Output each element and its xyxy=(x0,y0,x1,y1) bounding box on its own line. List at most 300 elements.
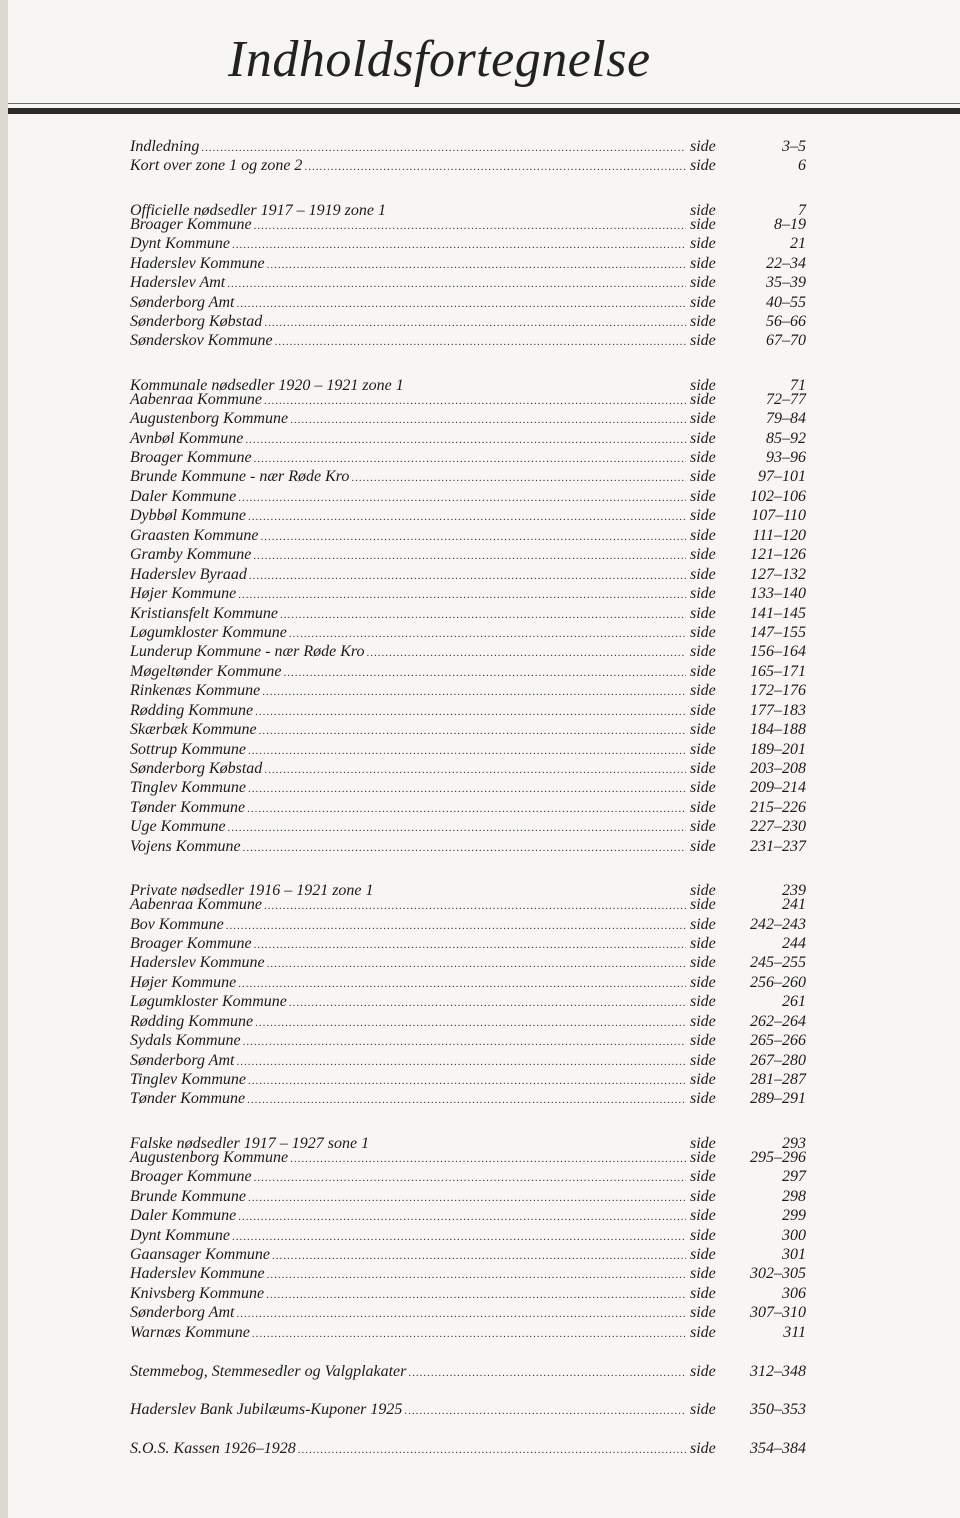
side-label: side xyxy=(690,390,716,408)
toc-entry xyxy=(130,895,810,914)
entry-title: Højer Kommune xyxy=(130,585,237,603)
entry-title: Dybbøl Kommune xyxy=(130,507,246,525)
toc-entry xyxy=(130,1284,810,1303)
dot-leader xyxy=(304,156,686,175)
page-range: 256–260 xyxy=(750,973,806,991)
page-range: 265–266 xyxy=(750,1032,806,1050)
page-range: 21 xyxy=(790,235,806,253)
dot-leader xyxy=(289,992,686,1011)
side-label: side xyxy=(690,643,716,661)
dot-leader xyxy=(253,545,686,564)
entry-title: Stemmebog, Stemmesedler og Valgplakater xyxy=(130,1362,407,1380)
entry-title: Tønder Kommune xyxy=(130,1090,246,1108)
page-range: 241 xyxy=(782,896,806,914)
page-range: 301 xyxy=(782,1245,806,1263)
side-label: side xyxy=(690,376,716,394)
entry-title: Vojens Kommune xyxy=(130,837,241,855)
entry-title: Højer Kommune xyxy=(130,973,237,991)
section-gap xyxy=(130,1342,810,1361)
entry-title: Sønderskov Kommune xyxy=(130,332,273,350)
side-label: side xyxy=(690,954,716,972)
entry-title: Avnbøl Kommune xyxy=(130,429,244,447)
page-range: 295–296 xyxy=(750,1148,806,1166)
side-label: side xyxy=(690,662,716,680)
dot-leader xyxy=(247,798,686,817)
dot-leader xyxy=(248,506,686,525)
entry-title: Broager Kommune xyxy=(130,934,252,952)
section-gap xyxy=(130,856,810,875)
entry-title: Dynt Kommune xyxy=(130,235,230,253)
dot-leader xyxy=(254,215,686,234)
side-label: side xyxy=(690,546,716,564)
side-label: side xyxy=(690,332,716,350)
dot-leader xyxy=(290,409,686,428)
toc-entry xyxy=(130,1400,810,1419)
section-gap xyxy=(130,1381,810,1400)
side-label: side xyxy=(690,138,716,155)
side-label: side xyxy=(690,507,716,525)
toc-entry xyxy=(130,778,810,797)
page-range: 85–92 xyxy=(766,429,806,447)
side-label: side xyxy=(690,449,716,466)
side-label: side xyxy=(690,1226,716,1244)
page-range: 239 xyxy=(782,882,806,900)
toc-entry xyxy=(130,973,810,992)
toc-entry xyxy=(130,876,810,900)
page-range: 67–70 xyxy=(766,332,806,350)
page-range: 22–34 xyxy=(766,254,806,272)
toc-entry xyxy=(130,1303,810,1322)
page-range: 121–126 xyxy=(750,546,806,564)
page-range: 227–230 xyxy=(750,818,806,836)
entry-title: Officielle nødsedler 1917 – 1919 zone 1 xyxy=(130,201,386,219)
dot-leader xyxy=(243,1031,686,1050)
side-label: side xyxy=(690,721,716,739)
dot-leader xyxy=(404,1400,686,1419)
page-range: 350–353 xyxy=(750,1401,806,1419)
entry-title: Haderslev Byraad xyxy=(130,565,247,583)
side-label: side xyxy=(690,585,716,603)
toc-section xyxy=(130,876,810,1109)
side-label: side xyxy=(690,1032,716,1050)
entry-title: S.O.S. Kassen 1926–1928 xyxy=(130,1440,296,1458)
toc-section xyxy=(130,1400,810,1419)
side-label: side xyxy=(690,293,716,311)
page-range: 56–66 xyxy=(766,312,806,330)
entry-title: Rødding Kommune xyxy=(130,701,254,719)
entry-title: Haderslev Kommune xyxy=(130,254,265,272)
side-label: side xyxy=(690,429,716,447)
section-gap xyxy=(130,1109,810,1128)
page-range: 302–305 xyxy=(750,1265,806,1283)
title-rule-thin xyxy=(8,103,960,104)
dot-leader xyxy=(367,642,686,661)
entry-title: Tinglev Kommune xyxy=(130,779,246,797)
toc-entry xyxy=(130,934,810,953)
page-left-edge xyxy=(0,0,8,1518)
entry-title: Kort over zone 1 og zone 2 xyxy=(130,157,303,175)
dot-leader xyxy=(248,778,686,797)
toc-entry xyxy=(130,506,810,525)
entry-title: Kommunale nødsedler 1920 – 1921 zone 1 xyxy=(130,376,404,394)
toc-entry xyxy=(130,1128,810,1152)
side-label: side xyxy=(690,882,716,900)
page-range: 177–183 xyxy=(750,701,806,719)
page-range: 156–164 xyxy=(750,643,806,661)
page-range: 172–176 xyxy=(750,682,806,700)
dot-leader xyxy=(272,1245,686,1264)
toc-entry xyxy=(130,837,810,856)
dot-leader xyxy=(267,1264,686,1283)
dot-leader xyxy=(408,1362,686,1381)
toc-entry xyxy=(130,390,810,409)
toc-entry xyxy=(130,584,810,603)
side-label: side xyxy=(690,1168,716,1186)
toc-section xyxy=(130,1128,810,1342)
entry-title: Uge Kommune xyxy=(130,818,226,836)
entry-title: Skærbæk Kommune xyxy=(130,721,257,739)
entry-title: Lunderup Kommune - nær Røde Kro xyxy=(130,643,365,661)
side-label: side xyxy=(690,798,716,816)
entry-title: Sønderborg Amt xyxy=(130,1304,235,1322)
page-range: 133–140 xyxy=(750,585,806,603)
side-label: side xyxy=(690,1090,716,1108)
dot-leader xyxy=(254,448,686,467)
toc-entry xyxy=(130,429,810,448)
section-gap xyxy=(130,1420,810,1439)
page-range: 262–264 xyxy=(750,1012,806,1030)
entry-title: Sønderborg Købstad xyxy=(130,760,263,777)
side-label: side xyxy=(690,468,716,486)
toc-entry xyxy=(130,604,810,623)
page-range: 231–237 xyxy=(750,837,806,855)
side-label: side xyxy=(690,1440,716,1458)
page-title: Indholdsfortegnelse xyxy=(228,31,651,88)
entry-title: Brunde Kommune - nær Røde Kro xyxy=(130,468,350,486)
side-label: side xyxy=(690,157,716,175)
page-range: 71 xyxy=(790,376,806,394)
entry-title: Daler Kommune xyxy=(130,487,237,505)
page-range: 189–201 xyxy=(750,740,806,758)
side-label: side xyxy=(690,487,716,505)
toc-entry xyxy=(130,701,810,720)
dot-leader xyxy=(264,312,686,331)
toc-entry xyxy=(130,254,810,273)
toc-entry xyxy=(130,915,810,934)
entry-title: Aabenraa Kommune xyxy=(130,896,262,914)
side-label: side xyxy=(690,682,716,700)
dot-leader xyxy=(236,293,686,312)
dot-leader xyxy=(238,487,686,506)
toc-entry xyxy=(130,642,810,661)
toc-entry xyxy=(130,215,810,234)
dot-leader xyxy=(406,370,686,389)
toc-section xyxy=(130,195,810,351)
dot-leader xyxy=(227,273,686,292)
entry-title: Løgumkloster Kommune xyxy=(130,993,287,1011)
toc-entry xyxy=(130,1439,810,1458)
entry-title: Tønder Kommune xyxy=(130,798,246,816)
toc-entry xyxy=(130,331,810,350)
dot-leader xyxy=(255,1012,686,1031)
page-range: 203–208 xyxy=(750,760,806,777)
page-range: 97–101 xyxy=(758,468,806,486)
page-range: 40–55 xyxy=(766,293,806,311)
toc-entry xyxy=(130,370,810,394)
page-range: 147–155 xyxy=(750,623,806,641)
entry-title: Haderslev Kommune xyxy=(130,1265,265,1283)
toc-entry xyxy=(130,1187,810,1206)
dot-leader xyxy=(238,973,686,992)
page-range: 102–106 xyxy=(750,487,806,505)
page-range: 245–255 xyxy=(750,954,806,972)
toc-entry xyxy=(130,1089,810,1108)
entry-title: Løgumkloster Kommune xyxy=(130,623,287,641)
side-label: side xyxy=(690,740,716,758)
toc-entry xyxy=(130,273,810,292)
page-range: 307–310 xyxy=(750,1304,806,1322)
entry-title: Private nødsedler 1916 – 1921 zone 1 xyxy=(130,882,374,900)
dot-leader xyxy=(290,1148,686,1167)
dot-leader xyxy=(238,584,686,603)
dot-leader xyxy=(201,137,686,156)
entry-title: Warnæs Kommune xyxy=(130,1323,250,1341)
dot-leader xyxy=(255,701,686,720)
dot-leader xyxy=(275,331,686,350)
entry-title: Aabenraa Kommune xyxy=(130,390,262,408)
page-range: 209–214 xyxy=(750,779,806,797)
dot-leader xyxy=(238,1206,686,1225)
side-label: side xyxy=(690,254,716,272)
section-gap xyxy=(130,351,810,370)
toc-entry xyxy=(130,720,810,739)
page-range: 6 xyxy=(798,157,806,175)
dot-leader xyxy=(289,623,686,642)
page-range: 141–145 xyxy=(750,604,806,622)
dot-leader xyxy=(280,604,686,623)
dot-leader xyxy=(232,234,686,253)
entry-title: Augustenborg Kommune xyxy=(130,1148,289,1166)
toc-entry xyxy=(130,623,810,642)
page-range: 3–5 xyxy=(782,138,806,155)
entry-title: Dynt Kommune xyxy=(130,1226,230,1244)
page-range: 184–188 xyxy=(750,721,806,739)
entry-title: Brunde Kommune xyxy=(130,1187,246,1205)
page-range: 298 xyxy=(782,1187,806,1205)
page-range: 215–226 xyxy=(750,798,806,816)
toc-entry xyxy=(130,195,810,219)
side-label: side xyxy=(690,201,716,219)
side-label: side xyxy=(690,1051,716,1069)
toc-entry xyxy=(130,1031,810,1050)
entry-title: Tinglev Kommune xyxy=(130,1071,246,1088)
toc-entry xyxy=(130,1323,810,1342)
toc-entry xyxy=(130,992,810,1011)
toc-entry xyxy=(130,681,810,700)
toc-entry xyxy=(130,1051,810,1070)
toc-entry xyxy=(130,565,810,584)
toc-entry xyxy=(130,487,810,506)
page-range: 127–132 xyxy=(750,565,806,583)
toc-entry xyxy=(130,1148,810,1167)
toc-entry xyxy=(130,1070,810,1089)
toc-entry xyxy=(130,1012,810,1031)
side-label: side xyxy=(690,1071,716,1088)
side-label: side xyxy=(690,1012,716,1030)
side-label: side xyxy=(690,1304,716,1322)
side-label: side xyxy=(690,1362,716,1380)
dot-leader xyxy=(248,740,686,759)
side-label: side xyxy=(690,701,716,719)
side-label: side xyxy=(690,604,716,622)
page-range: 107–110 xyxy=(751,507,806,525)
dot-leader xyxy=(254,1167,686,1186)
entry-title: Gramby Kommune xyxy=(130,546,252,564)
dot-leader xyxy=(264,759,686,778)
dot-leader xyxy=(388,195,686,214)
entry-title: Rødding Kommune xyxy=(130,1012,254,1030)
dot-leader xyxy=(267,953,686,972)
page-range: 72–77 xyxy=(766,390,806,408)
page-range: 267–280 xyxy=(750,1051,806,1069)
entry-title: Rinkenæs Kommune xyxy=(130,682,261,700)
toc-entry xyxy=(130,759,810,778)
dot-leader xyxy=(248,1070,686,1089)
page-range: 79–84 xyxy=(766,410,806,428)
page-range: 165–171 xyxy=(750,662,806,680)
toc-entry xyxy=(130,798,810,817)
page-range: 261 xyxy=(782,993,806,1011)
dot-leader xyxy=(245,429,686,448)
side-label: side xyxy=(690,1187,716,1205)
dot-leader xyxy=(236,1303,686,1322)
entry-title: Broager Kommune xyxy=(130,215,252,233)
page-range: 111–120 xyxy=(752,526,806,544)
toc-entry xyxy=(130,137,810,156)
entry-title: Haderslev Kommune xyxy=(130,954,265,972)
toc-entry xyxy=(130,448,810,467)
toc-entry xyxy=(130,817,810,836)
side-label: side xyxy=(690,1148,716,1166)
side-label: side xyxy=(690,565,716,583)
entry-title: Knivsberg Kommune xyxy=(130,1284,265,1302)
dot-leader xyxy=(248,1187,686,1206)
dot-leader xyxy=(252,1323,686,1342)
toc-entry xyxy=(130,662,810,681)
side-label: side xyxy=(690,934,716,952)
entry-title: Daler Kommune xyxy=(130,1207,237,1225)
entry-title: Falske nødsedler 1917 – 1927 sone 1 xyxy=(130,1134,370,1152)
side-label: side xyxy=(690,1323,716,1341)
dot-leader xyxy=(264,390,686,409)
dot-leader xyxy=(247,1089,686,1108)
entry-title: Møgeltønder Kommune xyxy=(130,662,282,680)
side-label: side xyxy=(690,760,716,777)
side-label: side xyxy=(690,623,716,641)
toc-entry xyxy=(130,467,810,486)
entry-title: Bov Kommune xyxy=(130,915,224,933)
toc-section xyxy=(130,137,810,176)
entry-title: Haderslev Bank Jubilæums-Kuponer 1925 xyxy=(130,1401,403,1419)
entry-title: Sønderborg Amt xyxy=(130,1051,235,1069)
entry-title: Gaansager Kommune xyxy=(130,1245,270,1263)
toc-entry xyxy=(130,740,810,759)
entry-title: Sønderborg Amt xyxy=(130,293,235,311)
dot-leader xyxy=(371,1128,686,1147)
dot-leader xyxy=(226,915,686,934)
page-range: 300 xyxy=(782,1226,806,1244)
dot-leader xyxy=(351,467,686,486)
dot-leader xyxy=(264,895,686,914)
dot-leader xyxy=(228,817,686,836)
toc-entry xyxy=(130,1245,810,1264)
dot-leader xyxy=(284,662,686,681)
entry-title: Indledning xyxy=(130,138,200,155)
title-rule-thick xyxy=(8,108,960,114)
side-label: side xyxy=(690,312,716,330)
dot-leader xyxy=(267,254,686,273)
dot-leader xyxy=(236,1051,686,1070)
dot-leader xyxy=(232,1226,686,1245)
entry-title: Sønderborg Købstad xyxy=(130,312,263,330)
toc-section xyxy=(130,1439,810,1458)
side-label: side xyxy=(690,1245,716,1263)
toc-entry xyxy=(130,545,810,564)
toc-section xyxy=(130,1362,810,1381)
page-range: 354–384 xyxy=(750,1440,806,1458)
side-label: side xyxy=(690,1284,716,1302)
page-range: 242–243 xyxy=(750,915,806,933)
side-label: side xyxy=(690,915,716,933)
page-range: 293 xyxy=(782,1134,806,1152)
side-label: side xyxy=(690,526,716,544)
dot-leader xyxy=(254,934,686,953)
toc-entry xyxy=(130,234,810,253)
side-label: side xyxy=(690,274,716,292)
side-label: side xyxy=(690,1134,716,1152)
table-of-contents xyxy=(130,137,810,1459)
side-label: side xyxy=(690,993,716,1011)
side-label: side xyxy=(690,837,716,855)
entry-title: Broager Kommune xyxy=(130,449,252,466)
entry-title: Sottrup Kommune xyxy=(130,740,246,758)
toc-entry xyxy=(130,156,810,175)
toc-entry xyxy=(130,312,810,331)
toc-entry xyxy=(130,409,810,428)
dot-leader xyxy=(259,720,686,739)
entry-title: Sydals Kommune xyxy=(130,1032,241,1050)
toc-entry xyxy=(130,293,810,312)
toc-entry xyxy=(130,953,810,972)
section-gap xyxy=(130,176,810,195)
side-label: side xyxy=(690,215,716,233)
entry-title: Kristiansfelt Kommune xyxy=(130,604,279,622)
side-label: side xyxy=(690,818,716,836)
entry-title: Haderslev Amt xyxy=(130,274,226,292)
page-range: 311 xyxy=(783,1323,806,1341)
toc-section xyxy=(130,370,810,856)
toc-entry xyxy=(130,1226,810,1245)
side-label: side xyxy=(690,1265,716,1283)
entry-title: Broager Kommune xyxy=(130,1168,252,1186)
page-range: 312–348 xyxy=(750,1362,806,1380)
toc-entry xyxy=(130,1167,810,1186)
toc-entry xyxy=(130,1362,810,1381)
page-range: 244 xyxy=(782,934,806,952)
side-label: side xyxy=(690,1207,716,1225)
dot-leader xyxy=(266,1284,686,1303)
dot-leader xyxy=(376,876,686,895)
